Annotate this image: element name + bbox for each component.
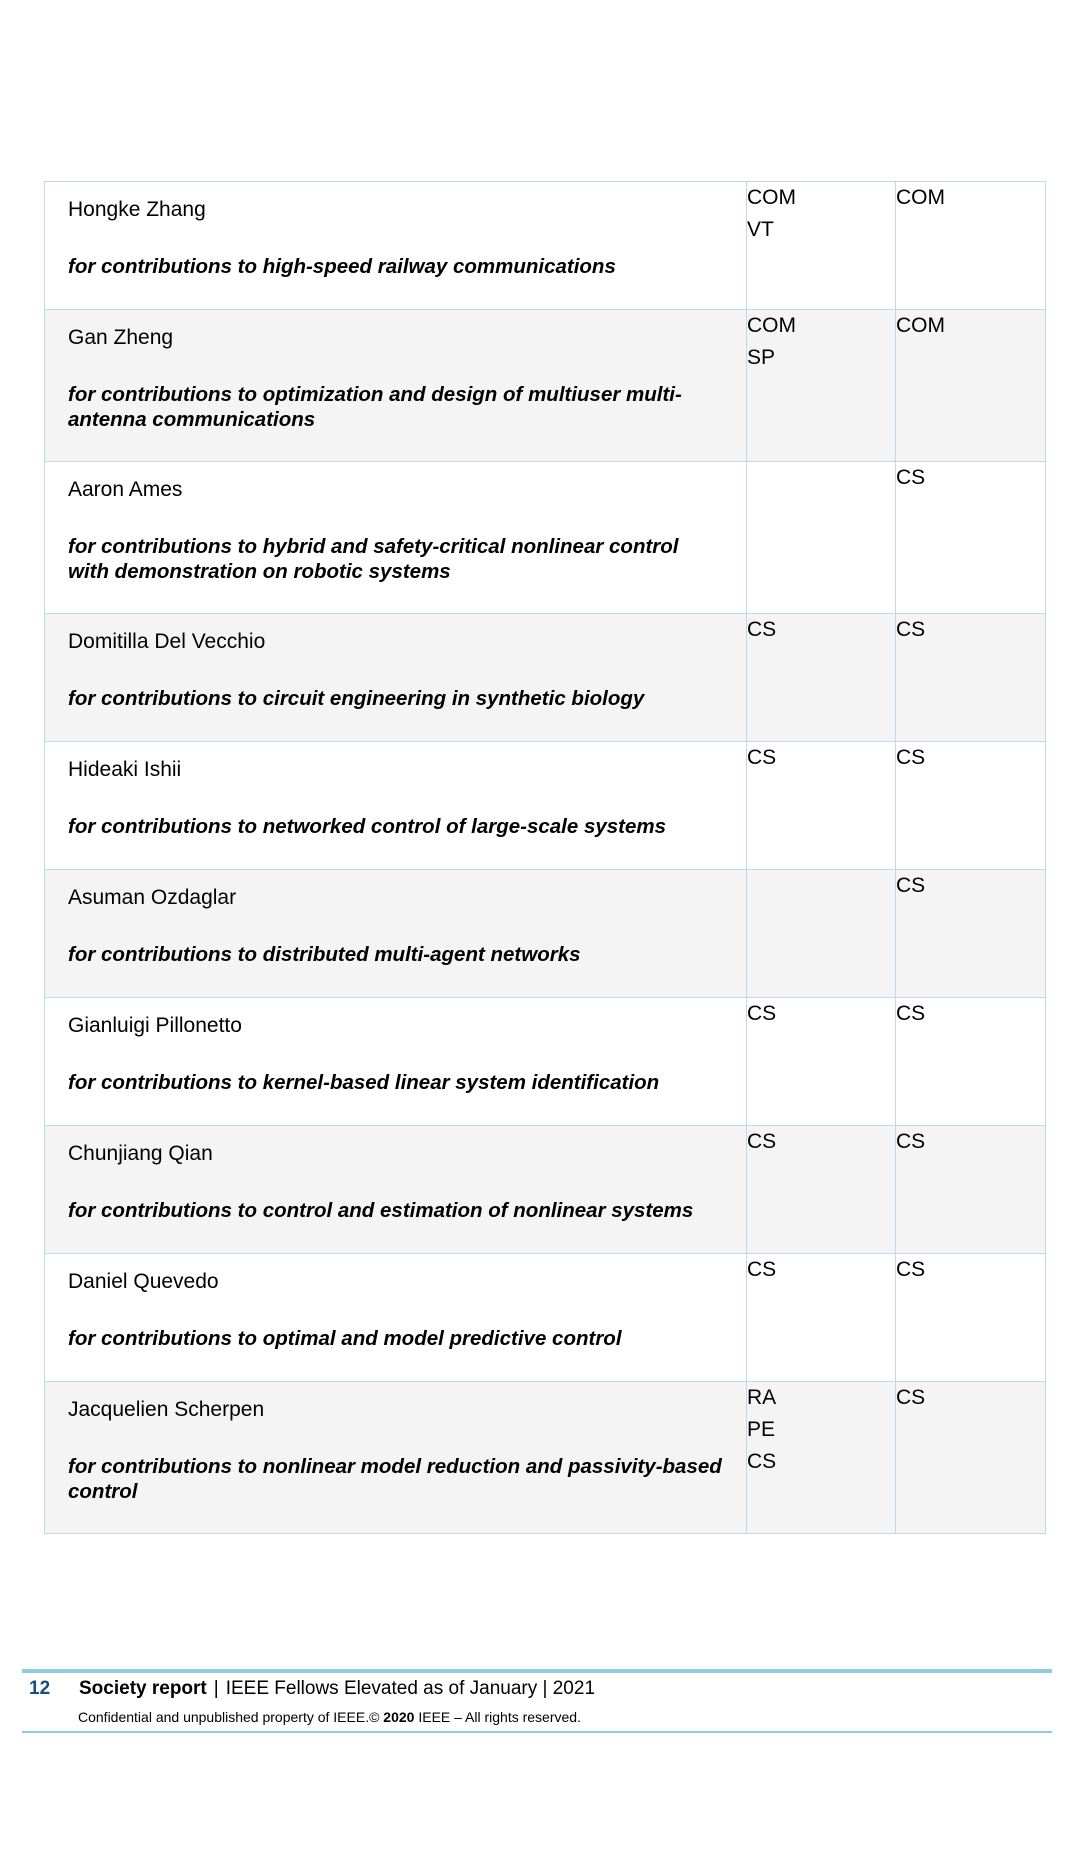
society-code: CS xyxy=(747,1002,777,1025)
fellow-citation: for contributions to optimal and model predictive control xyxy=(68,1327,622,1350)
table-row xyxy=(45,1254,1046,1382)
primary-society-code: CS xyxy=(896,618,926,641)
primary-society-cell xyxy=(896,462,1046,614)
primary-society-code: CS xyxy=(896,466,926,489)
societies-cell xyxy=(747,182,896,310)
fellow-citation: for contributions to nonlinear model reduction and passivity-based control xyxy=(68,1455,722,1503)
fellow-cell xyxy=(45,998,747,1126)
fellow-cell xyxy=(45,614,747,742)
society-code: COM xyxy=(747,314,796,337)
copyright-notice xyxy=(78,1708,581,1726)
society-code: COM xyxy=(747,186,796,209)
fellow-cell xyxy=(45,1126,747,1254)
primary-society-cell xyxy=(896,1254,1046,1382)
fellow-citation: for contributions to kernel-based linear system identification xyxy=(68,1071,660,1094)
fellow-citation: for contributions to hybrid and safety-critical nonlinear control with demonstration on robotic systems xyxy=(68,535,679,583)
page-number: 12 xyxy=(29,1678,51,1699)
society-code: VT xyxy=(747,218,774,241)
primary-society-code: CS xyxy=(896,1002,926,1025)
copyright-suffix: IEEE – All rights reserved. xyxy=(418,1709,581,1725)
copyright-year: 2020 xyxy=(383,1709,415,1725)
copyright-prefix: Confidential and unpublished property of IEEE.© xyxy=(78,1709,380,1725)
primary-society-cell xyxy=(896,1382,1046,1534)
report-subtitle: IEEE Fellows Elevated as of January | 2021 xyxy=(225,1678,596,1699)
fellow-name: Aaron Ames xyxy=(68,478,183,501)
fellow-name: Asuman Ozdaglar xyxy=(68,886,237,909)
society-code: PE xyxy=(747,1418,776,1441)
table-row xyxy=(45,462,1046,614)
fellow-citation: for contributions to circuit engineering in synthetic biology xyxy=(68,687,645,710)
societies-cell xyxy=(747,1382,896,1534)
table-row xyxy=(45,998,1046,1126)
fellow-citation: for contributions to distributed multi-agent networks xyxy=(68,943,581,966)
fellow-name: Domitilla Del Vecchio xyxy=(68,630,266,653)
footer-bottom-rule xyxy=(22,1731,1052,1733)
primary-society-code: CS xyxy=(896,1386,926,1409)
primary-society-cell xyxy=(896,742,1046,870)
primary-society-cell xyxy=(896,614,1046,742)
society-code: CS xyxy=(747,1130,777,1153)
fellow-cell xyxy=(45,870,747,998)
primary-society-cell xyxy=(896,310,1046,462)
table-row xyxy=(45,182,1046,310)
fellow-citation: for contributions to control and estimation of nonlinear systems xyxy=(68,1199,694,1222)
primary-society-code: COM xyxy=(896,314,945,337)
fellow-cell xyxy=(45,310,747,462)
footer-top-rule xyxy=(22,1669,1052,1673)
societies-cell xyxy=(747,870,896,998)
table-row xyxy=(45,614,1046,742)
primary-society-code: CS xyxy=(896,746,926,769)
society-code: CS xyxy=(747,1258,777,1281)
societies-cell xyxy=(747,1126,896,1254)
primary-society-code: CS xyxy=(896,1130,926,1153)
societies-cell xyxy=(747,1254,896,1382)
society-code: CS xyxy=(747,746,777,769)
primary-society-code: COM xyxy=(896,186,945,209)
fellow-cell xyxy=(45,1254,747,1382)
primary-society-code: CS xyxy=(896,874,926,897)
table-row xyxy=(45,1126,1046,1254)
report-name: Society report xyxy=(79,1678,207,1699)
fellows-table xyxy=(44,181,1046,1534)
society-code: CS xyxy=(747,1450,777,1473)
fellow-name: Jacquelien Scherpen xyxy=(68,1398,265,1421)
fellow-citation: for contributions to high-speed railway communications xyxy=(68,255,616,278)
fellow-cell xyxy=(45,462,747,614)
societies-cell xyxy=(747,998,896,1126)
fellow-citation: for contributions to optimization and design of multiuser multi-antenna communications xyxy=(68,383,682,431)
fellow-name: Gianluigi Pillonetto xyxy=(68,1014,242,1037)
footer-title xyxy=(79,1676,595,1702)
fellow-name: Hideaki Ishii xyxy=(68,758,182,781)
primary-society-cell xyxy=(896,998,1046,1126)
societies-cell xyxy=(747,310,896,462)
fellow-cell xyxy=(45,742,747,870)
table-row xyxy=(45,742,1046,870)
societies-cell xyxy=(747,742,896,870)
primary-society-code: CS xyxy=(896,1258,926,1281)
table-row xyxy=(45,870,1046,998)
society-code: RA xyxy=(747,1386,777,1409)
primary-society-cell xyxy=(896,870,1046,998)
footer-separator: | xyxy=(213,1678,219,1699)
table-row xyxy=(45,1382,1046,1534)
fellow-name: Hongke Zhang xyxy=(68,198,206,221)
fellow-name: Daniel Quevedo xyxy=(68,1270,219,1293)
fellow-cell xyxy=(45,1382,747,1534)
fellow-name: Chunjiang Qian xyxy=(68,1142,213,1165)
primary-society-cell xyxy=(896,182,1046,310)
fellow-citation: for contributions to networked control of large-scale systems xyxy=(68,815,667,838)
table-row xyxy=(45,310,1046,462)
fellow-name: Gan Zheng xyxy=(68,326,174,349)
fellow-cell xyxy=(45,182,747,310)
societies-cell xyxy=(747,614,896,742)
society-code: SP xyxy=(747,346,776,369)
society-code: CS xyxy=(747,618,777,641)
societies-cell xyxy=(747,462,896,614)
primary-society-cell xyxy=(896,1126,1046,1254)
